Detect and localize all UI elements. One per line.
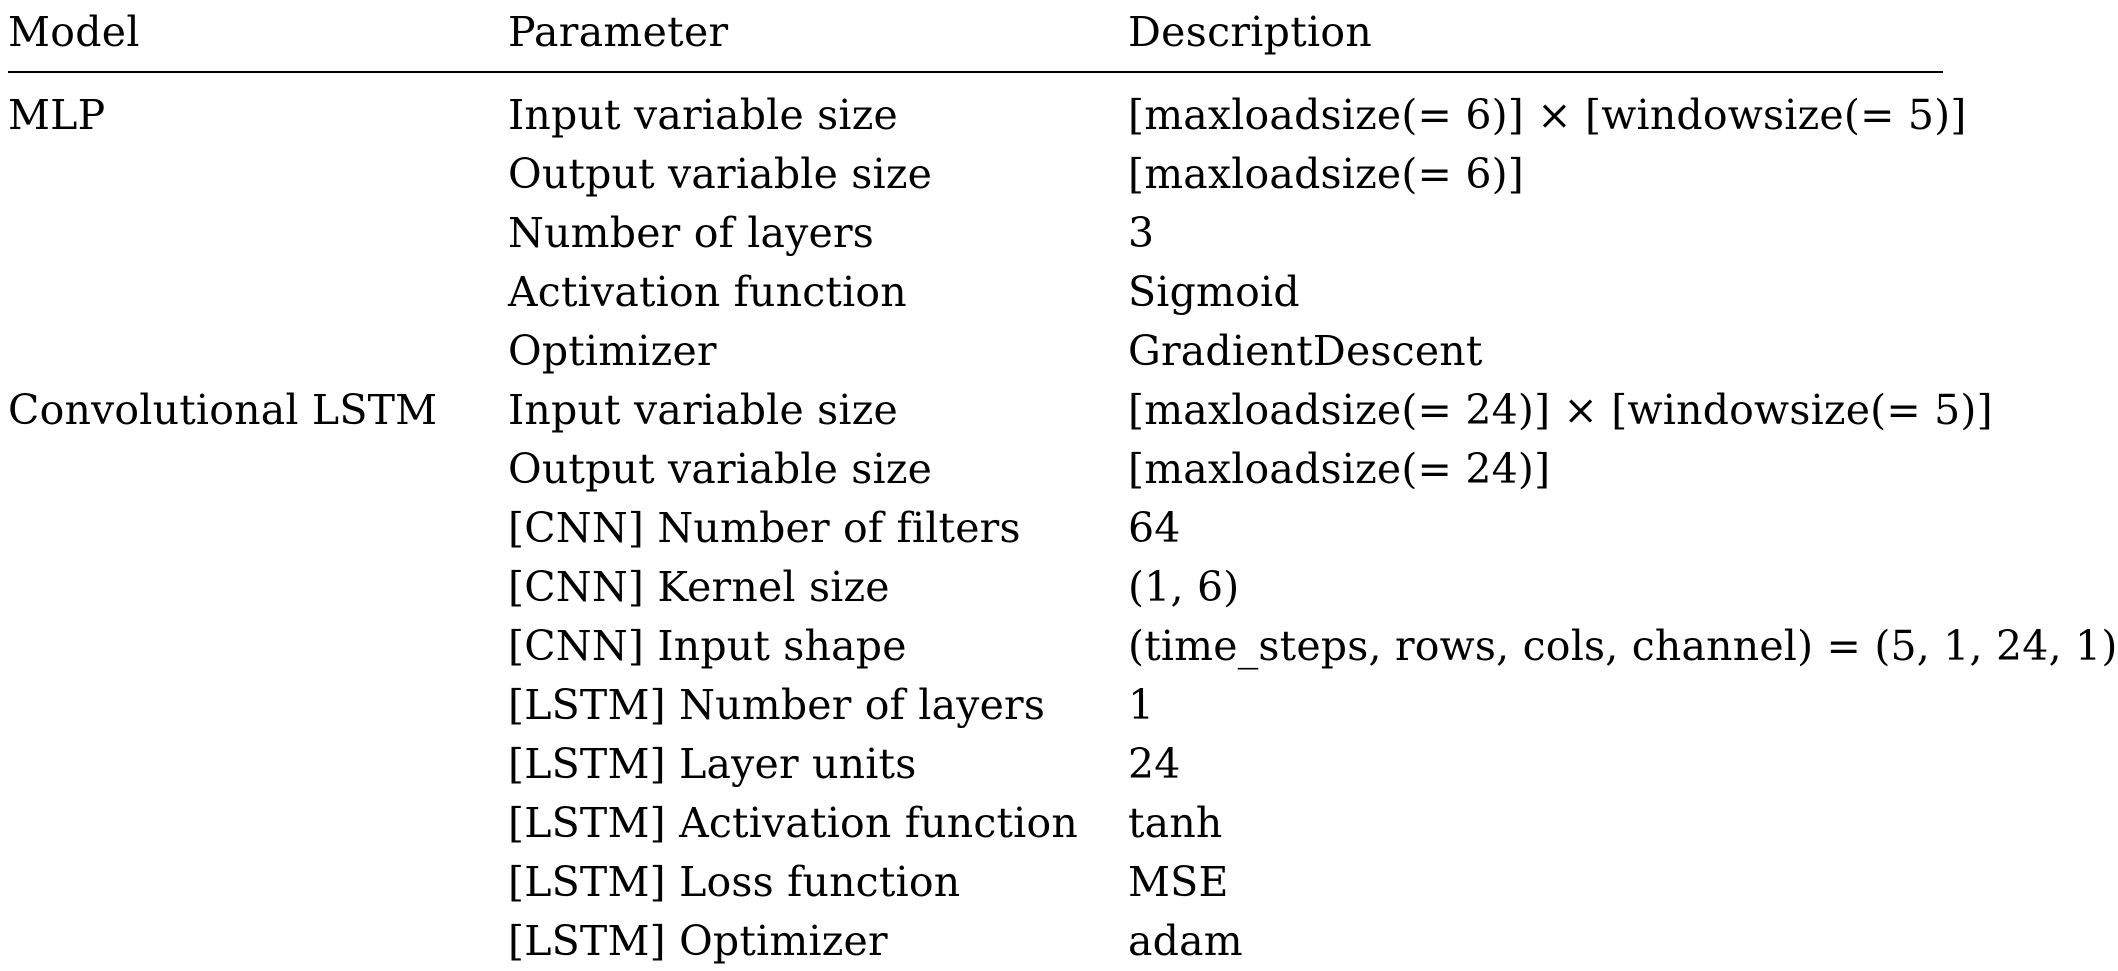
cell-parameter: Input variable size <box>508 386 898 434</box>
cell-description: [maxloadsize(= 24)] × [windowsize(= 5)] <box>1128 386 1993 434</box>
table-row <box>8 558 1943 617</box>
model-parameter-table <box>8 0 2118 971</box>
table-row <box>8 322 1943 381</box>
cell-description: [maxloadsize(= 24)] <box>1128 445 1551 493</box>
cell-model <box>8 676 508 735</box>
table-body <box>8 72 2118 971</box>
table-row <box>8 499 1943 558</box>
table-row <box>8 617 1943 676</box>
cell-description: GradientDescent <box>1128 327 1483 375</box>
cell-parameter: [CNN] Number of filters <box>508 504 1021 552</box>
cell-description: 1 <box>1128 681 1155 729</box>
cell-parameter: [LSTM] Layer units <box>508 740 917 788</box>
cell-parameter: [LSTM] Loss function <box>508 858 961 906</box>
table-row <box>8 676 1943 735</box>
cell-description: 3 <box>1128 209 1155 257</box>
cell-description: tanh <box>1128 799 1223 847</box>
cell-model <box>8 440 508 499</box>
cell-model <box>8 558 508 617</box>
table-row <box>8 912 1943 971</box>
cell-model <box>8 322 508 381</box>
cell-description: 64 <box>1128 504 1181 552</box>
column-header-parameter: Parameter <box>508 8 729 56</box>
table-row <box>8 263 1943 322</box>
cell-model <box>8 263 508 322</box>
cell-parameter: [LSTM] Number of layers <box>508 681 1046 729</box>
cell-model <box>8 145 508 204</box>
table-header-row <box>8 0 1943 71</box>
table-header <box>8 0 1943 72</box>
table-row <box>8 381 1943 440</box>
cell-description: adam <box>1128 917 1243 965</box>
table-row <box>8 853 1943 912</box>
cell-parameter: Output variable size <box>508 445 933 493</box>
cell-description: Sigmoid <box>1128 268 1300 316</box>
table-row <box>8 204 1943 263</box>
cell-model <box>8 204 508 263</box>
cell-parameter: [CNN] Kernel size <box>508 563 890 611</box>
cell-description: MSE <box>1128 858 1229 906</box>
cell-parameter: Optimizer <box>508 327 717 375</box>
cell-model: MLP <box>8 91 106 139</box>
cell-parameter: [LSTM] Activation function <box>508 799 1078 847</box>
cell-description: 24 <box>1128 740 1181 788</box>
cell-parameter: Activation function <box>508 268 907 316</box>
cell-description: (1, 6) <box>1128 563 1240 611</box>
table-row <box>8 72 1943 145</box>
cell-parameter: Number of layers <box>508 209 875 257</box>
cell-model <box>8 499 508 558</box>
cell-parameter: [CNN] Input shape <box>508 622 907 670</box>
cell-model <box>8 912 508 971</box>
cell-model <box>8 617 508 676</box>
cell-parameter: [LSTM] Optimizer <box>508 917 888 965</box>
table-row <box>8 735 1943 794</box>
table-row <box>8 145 1943 204</box>
cell-model <box>8 853 508 912</box>
cell-description: [maxloadsize(= 6)] <box>1128 150 1525 198</box>
table-row <box>8 440 1943 499</box>
cell-model <box>8 794 508 853</box>
cell-description: (time_steps, rows, cols, channel) = (5, 1, 24, 1) <box>1128 622 2118 670</box>
cell-parameter: Output variable size <box>508 150 933 198</box>
column-header-description: Description <box>1128 8 1373 56</box>
cell-parameter: Input variable size <box>508 91 898 139</box>
cell-description: [maxloadsize(= 6)] × [windowsize(= 5)] <box>1128 91 1967 139</box>
cell-model <box>8 735 508 794</box>
column-header-model: Model <box>8 8 140 56</box>
table-row <box>8 794 1943 853</box>
cell-model: Convolutional LSTM <box>8 386 438 434</box>
